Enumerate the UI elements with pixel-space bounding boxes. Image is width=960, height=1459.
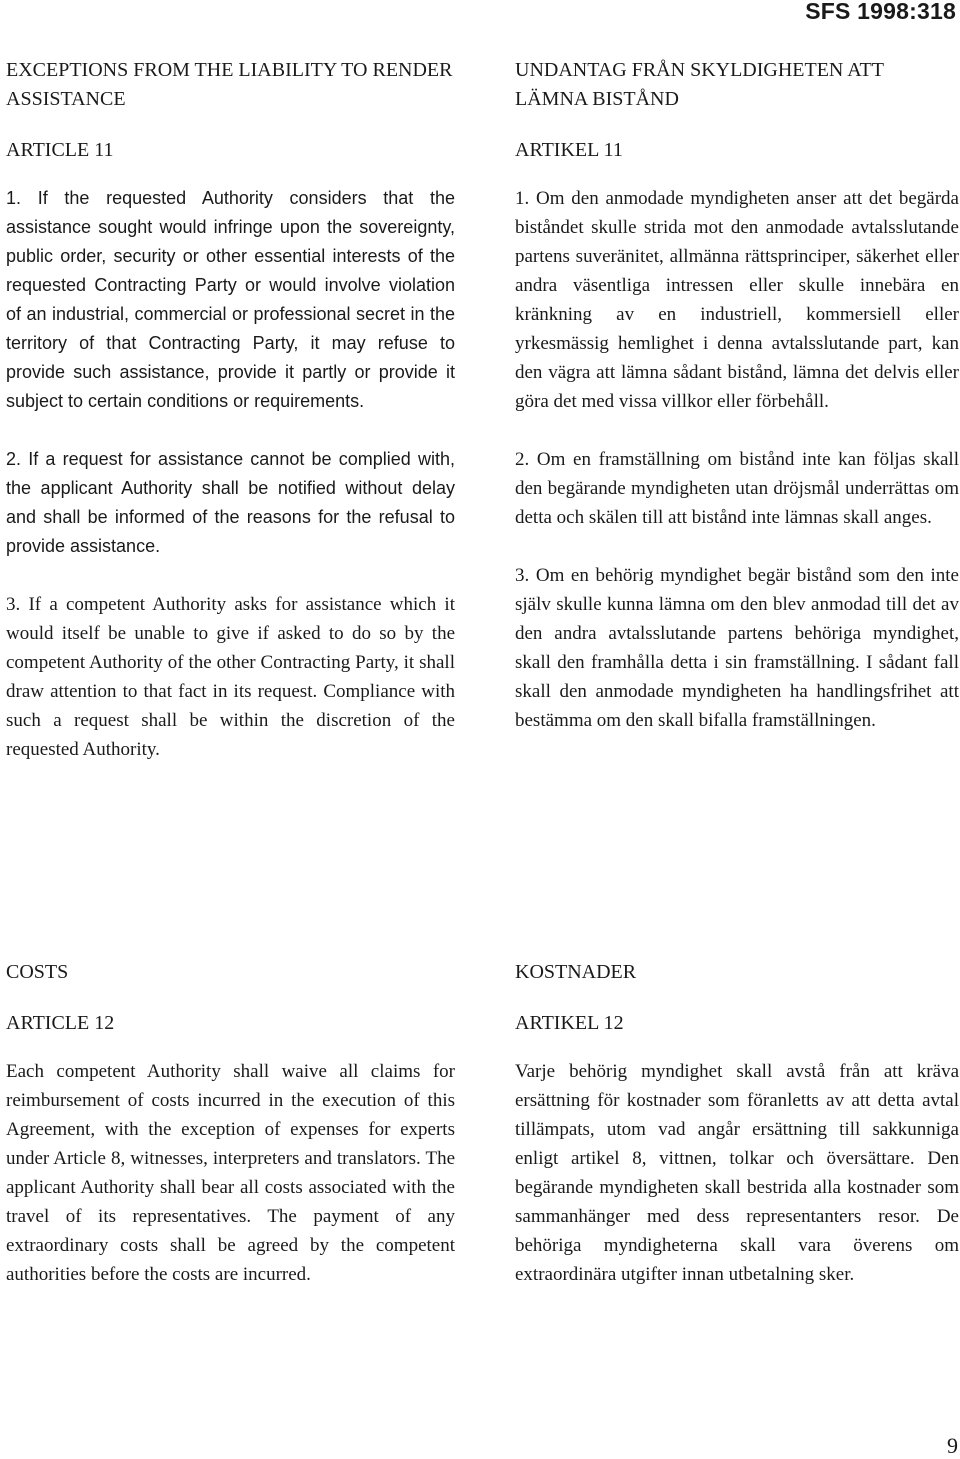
- section-title: EXCEPTIONS FROM THE LIABILITY TO RENDER ASSISTANCE: [6, 59, 453, 110]
- paragraph: 3. If a competent Authority asks for assistance which it would itself be unable to give if asked to do so by the competent Authority of the other Contracting Party, it shall draw attention to that fact in its request. Compliance with such a request shall be within the discretion of the requested Authority.: [6, 594, 455, 760]
- paragraph: 2. If a request for assistance cannot be complied with, the applicant Authority shall be notified without delay and shall be informed of the reasons for the refusal to provide assistance.: [6, 449, 455, 556]
- english-article-12: [6, 958, 455, 1289]
- section-title: UNDANTAG FRÅN SKYLDIGHETEN ATT LÄMNA BISTÅND: [515, 59, 884, 110]
- paragraph: 2. Om en framställning om bistånd inte kan följas skall den begärande myndigheten utan dröjsmål underrättas om detta och skälen till att bistånd inte lämnas skall anges.: [515, 449, 959, 528]
- english-article-11: [6, 56, 455, 764]
- document-id: SFS 1998:318: [805, 0, 956, 24]
- paragraph: Each competent Authority shall waive all claims for reimbursement of costs incurred in the execution of this Agreement, with the exception of expenses for experts under Article 8, witnesses, interpreters and translators. The applicant Authority shall bear all costs associated with the travel of its representatives. The payment of any extraordinary costs shall be agreed by the competent authorities before the costs are incurred.: [6, 1061, 455, 1285]
- article-label: ARTICLE 12: [6, 1012, 115, 1034]
- section-title: KOSTNADER: [515, 961, 637, 983]
- paragraph: 3. Om en behörig myndighet begär bistånd som den inte själv skulle kunna lämna om den blev anmodad till det av den andra avtalsslutande partens behöriga myndighet, skall den framhålla detta i sin framställning. I sådant fall skall den anmodade myndigheten ha handlingsfrihet att bestämma om den skall bifalla framställningen.: [515, 565, 959, 731]
- paragraph: 1. Om den anmodade myndigheten anser att det begärda biståndet skulle strida mot den anmodade avtalsslutande partens suveränitet, allmänna rättsprinciper, säkerhet eller andra väsentliga intressen eller skulle innebära en kränkning av en industriell, kommersiell eller yrkesmässig hemlighet i denna avtalsslutande part, kan den vägra att lämna sådant bistånd, lämna det delvis eller göra det med vissa villkor eller förbehåll.: [515, 188, 959, 412]
- paragraph: Varje behörig myndighet skall avstå från att kräva ersättning för kostnader som föranletts av att detta avtal tillämpats, utom vad angår ersättning till sakkunniga enligt artikel 8, vittnen, tolkar och översättare. Den begärande myndigheten skall bestrida alla kostnader som sammanhänger med dess representanters resor. De behöriga myndigheterna skall vara överens om extraordinära utgifter innan utbetalning sker.: [515, 1061, 959, 1285]
- article-label: ARTIKEL 11: [515, 139, 623, 161]
- article-label: ARTIKEL 12: [515, 1012, 624, 1034]
- article-label: ARTICLE 11: [6, 139, 114, 161]
- page-number: 9: [947, 1433, 958, 1458]
- swedish-article-12: [515, 958, 959, 1289]
- swedish-article-11: [515, 56, 959, 735]
- section-title: COSTS: [6, 961, 69, 983]
- paragraph: 1. If the requested Authority considers that the assistance sought would infringe upon the sovereignty, public order, security or other essential interests of the requested Contracting Party or would involve violation of an industrial, commercial or professional secret in the territory of that Contracting Party, it may refuse to provide such assistance, provide it partly or provide it subject to certain conditions or requirements.: [6, 188, 455, 411]
